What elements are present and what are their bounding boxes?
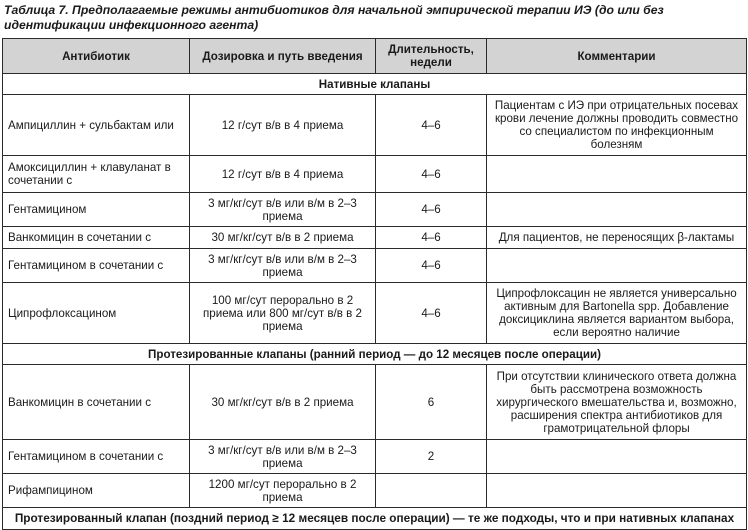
section-row-prosthetic-late <box>3 508 747 530</box>
cell-antibiotic: Ванкомицин в сочетании с <box>3 365 190 440</box>
cell-duration: 6 <box>376 365 487 440</box>
cell-dosage: 3 мг/кг/сут в/в или в/м в 2–3 приема <box>190 193 376 227</box>
table-row <box>3 283 747 344</box>
cell-comment <box>487 474 747 508</box>
cell-comment: Пациентам с ИЭ при отрицательных посевах крови лечение должны проводить совместно со специалистом по инфекционным болезням <box>487 95 747 156</box>
cell-comment <box>487 193 747 227</box>
column-header-dosage: Дозировка и путь введения <box>190 39 376 74</box>
cell-dosage: 30 мг/кг/сут в/в в 2 приема <box>190 227 376 249</box>
cell-duration: 2 <box>376 440 487 474</box>
column-header-duration: Длительность, недели <box>376 39 487 74</box>
cell-duration: 4–6 <box>376 95 487 156</box>
cell-duration: 4–6 <box>376 193 487 227</box>
cell-dosage: 100 мг/сут перорально в 2 приема или 800 мг/сут в/в в 2 приема <box>190 283 376 344</box>
cell-antibiotic: Ципрофлоксацином <box>3 283 190 344</box>
cell-antibiotic: Гентамицином <box>3 193 190 227</box>
table-row <box>3 227 747 249</box>
section-row-native <box>3 74 747 95</box>
cell-dosage: 3 мг/кг/сут в/в или в/м в 2–3 приема <box>190 440 376 474</box>
table-row <box>3 365 747 440</box>
cell-antibiotic: Гентамицином в сочетании с <box>3 249 190 283</box>
cell-comment: При отсутствии клинического ответа должна быть рассмотрена возможность хирургического вмешательства и, возможно, расширения спектра антибиотиков для грамотрицательной флоры <box>487 365 747 440</box>
table-row <box>3 95 747 156</box>
column-header-antibiotic: Антибиотик <box>3 39 190 74</box>
cell-dosage: 12 г/сут в/в в 4 приема <box>190 156 376 193</box>
cell-antibiotic: Гентамицином в сочетании с <box>3 440 190 474</box>
table-row <box>3 193 747 227</box>
cell-antibiotic: Ванкомицин в сочетании с <box>3 227 190 249</box>
cell-duration <box>376 474 487 508</box>
cell-dosage: 1200 мг/сут перорально в 2 приема <box>190 474 376 508</box>
section-row-prosthetic-early <box>3 344 747 365</box>
cell-dosage: 30 мг/кг/сут в/в в 2 приема <box>190 365 376 440</box>
cell-duration: 4–6 <box>376 227 487 249</box>
cell-comment <box>487 156 747 193</box>
cell-antibiotic: Амоксициллин + клавуланат в сочетании с <box>3 156 190 193</box>
cell-dosage: 3 мг/кг/сут в/в или в/м в 2–3 приема <box>190 249 376 283</box>
cell-duration: 4–6 <box>376 249 487 283</box>
table-row <box>3 156 747 193</box>
section-title-prosthetic-early: Протезированные клапаны (ранний период — до 12 месяцев после операции) <box>3 344 747 365</box>
table-row <box>3 440 747 474</box>
table-header-row <box>3 39 747 74</box>
cell-comment: Для пациентов, не переносящих β-лактамы <box>487 227 747 249</box>
section-title-native: Нативные клапаны <box>3 74 747 95</box>
section-title-prosthetic-late: Протезированный клапан (поздний период ≥ 12 месяцев после операции) — те же подходы, что и при нативных клапанах <box>3 508 747 530</box>
antibiotic-regimens-table <box>2 38 747 530</box>
cell-comment: Ципрофлоксацин не является универсально активным для Bartonella spp. Добавление доксициклина является вариантом выбора, если вероятно наличие <box>487 283 747 344</box>
table-caption: Таблица 7. Предполагаемые режимы антибиотиков для начальной эмпирической терапии ИЭ (до или без идентификации инфекционного агента) <box>4 3 664 32</box>
cell-comment <box>487 440 747 474</box>
column-header-comments: Комментарии <box>487 39 747 74</box>
table-row <box>3 249 747 283</box>
cell-duration: 4–6 <box>376 283 487 344</box>
cell-dosage: 12 г/сут в/в в 4 приема <box>190 95 376 156</box>
cell-antibiotic: Ампициллин + сульбактам или <box>3 95 190 156</box>
cell-antibiotic: Рифампицином <box>3 474 190 508</box>
cell-comment <box>487 249 747 283</box>
cell-duration: 4–6 <box>376 156 487 193</box>
table-row <box>3 474 747 508</box>
